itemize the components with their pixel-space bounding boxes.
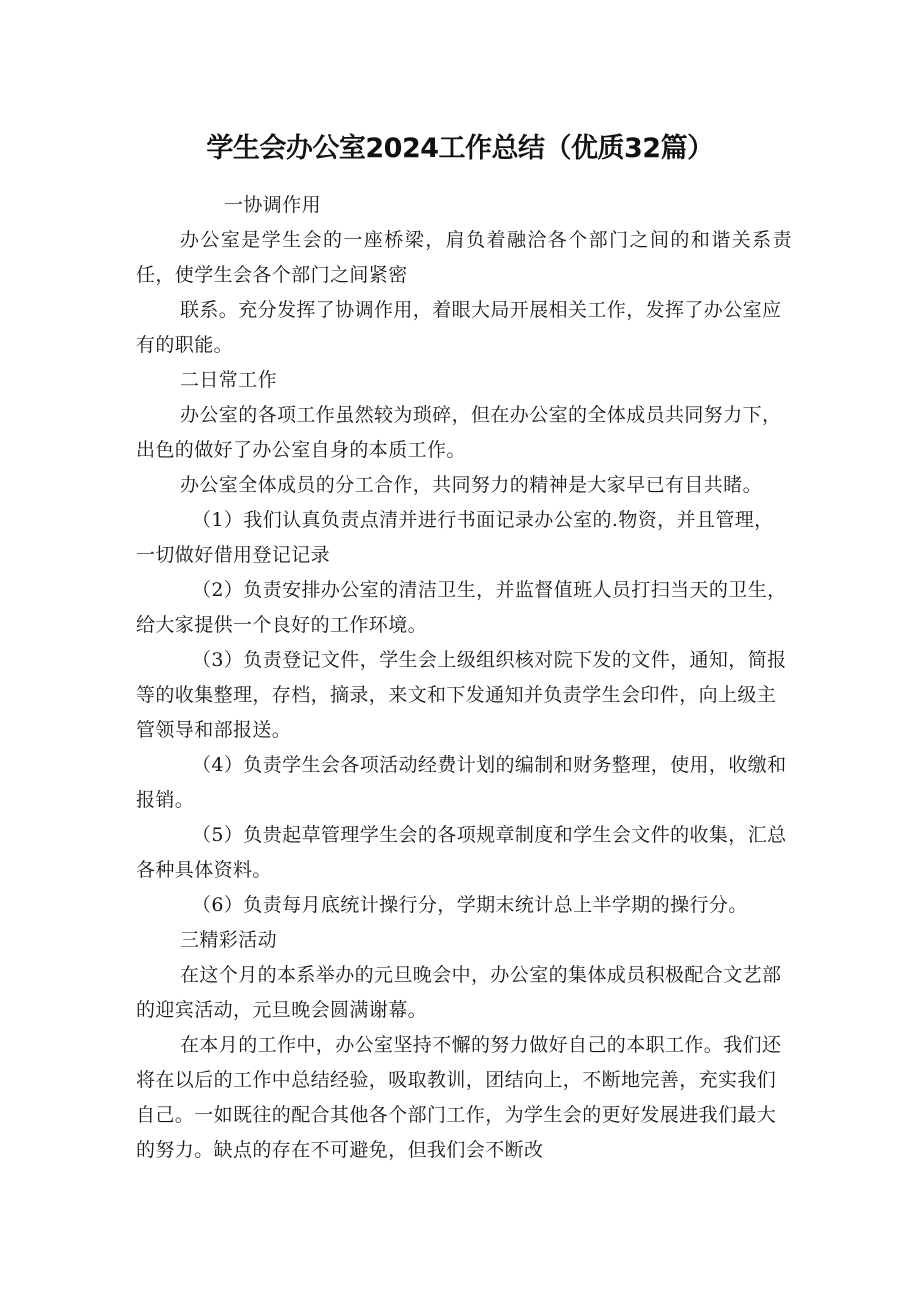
list-item: （2）负责安排办公室的清洁卫生，并监督值班人员打扫当天的卫生，给大家提供一个良好的工作环境。	[136, 579, 787, 636]
paragraph: 办公室的各项工作虽然较为琐碎，但在办公室的全体成员共同努力下，出色的做好了办公室自身的本质工作。	[136, 404, 782, 461]
paragraph: 办公室是学生会的一座桥梁，肩负着融洽各个部门之间的和谐关系责任，使学生会各个部门之间紧密	[136, 229, 792, 286]
paragraph: 在本月的工作中，办公室坚持不懈的努力做好自己的本职工作。我们还将在以后的工作中总结经验，吸取教训，团结向上，不断地完善，充实我们自己。一如既往的配合其他各个部门工作，为学生会的更好发展进我们最大的努力。缺点的存在不可避免，但我们会不断改	[136, 1034, 782, 1161]
document-body	[136, 188, 792, 1168]
paragraph: 在这个月的本系举办的元旦晚会中，办公室的集体成员积极配合文艺部的迎宾活动，元旦晚会圆满谢幕。	[136, 964, 782, 1021]
list-item: （6）负责每月底统计操行分，学期末统计总上半学期的操行分。	[192, 894, 748, 916]
document-title: 学生会办公室2024工作总结（优质32篇）	[206, 133, 714, 165]
section-heading-coordination: 一协调作用	[224, 194, 322, 216]
list-item: （1）我们认真负责点清并进行书面记录办公室的.物资，并且管理，一切做好借用登记记录	[136, 509, 774, 566]
section-heading-activities: 三精彩活动	[180, 929, 278, 951]
paragraph: 联系。充分发挥了协调作用，着眼大局开展相关工作，发挥了办公室应有的职能。	[136, 299, 782, 356]
list-item: （5）负贵起草管理学生会的各项规章制度和学生会文件的收集，汇总各种具体资料。	[136, 824, 787, 881]
list-item: （4）负责学生会各项活动经费计划的编制和财务整理，使用，收缴和报销。	[136, 754, 787, 811]
paragraph: 办公室全体成员的分工合作，共同努力的精神是大家早已有目共睹。	[180, 474, 763, 496]
section-heading-daily-work: 二日常工作	[180, 369, 278, 391]
list-item: （3）负责登记文件，学生会上级组织核对院下发的文件，通知，简报等的收集整理，存档，摘录，来文和下发通知并负责学生会印件，向上级主管领导和部报送。	[136, 649, 787, 741]
